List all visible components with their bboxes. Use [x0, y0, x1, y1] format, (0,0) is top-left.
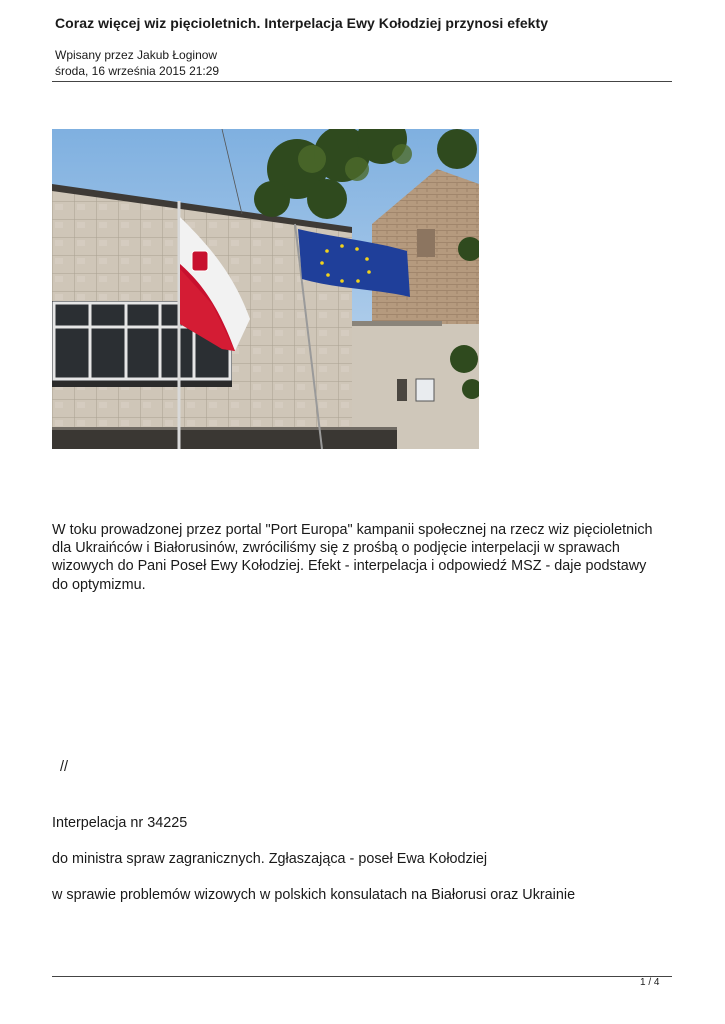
interpelation-subject: w sprawie problemów wizowych w polskich konsulatach na Białorusi oraz Ukrainie — [52, 887, 576, 903]
separator: // — [60, 759, 68, 775]
interpelation-number: Interpelacja nr 34225 — [52, 815, 188, 831]
author-line: Wpisany przez Jakub Łoginow — [55, 48, 218, 62]
interpelation-addressee: do ministra spraw zagranicznych. Zgłaszająca - poseł Ewa Kołodziej — [52, 851, 488, 867]
article-photo — [52, 129, 479, 449]
intro-line: do optymizmu. — [52, 576, 146, 593]
page-number: 1 / 4 — [640, 977, 660, 988]
article-meta — [55, 47, 219, 79]
intro-line: dla Ukraińców i Białorusinów, zwróciliśmy się z prośbą o podjęcie interpelacji w sprawach — [52, 540, 620, 557]
intro-line: wizowych do Pani Poseł Ewy Kołodziej. Efekt - interpelacja i odpowiedź MSZ - daje podstawy — [52, 558, 647, 575]
footer-divider — [52, 976, 672, 977]
header-divider — [52, 81, 672, 82]
date-line: środa, 16 września 2015 21:29 — [55, 64, 220, 78]
article-title: Coraz więcej wiz pięcioletnich. Interpelacja Ewy Kołodziej przynosi efekty — [55, 15, 549, 31]
intro-paragraph — [52, 521, 672, 594]
intro-line: W toku prowadzonej przez portal "Port Europa" kampanii społecznej na rzecz wiz pięcioletnich — [52, 522, 653, 538]
